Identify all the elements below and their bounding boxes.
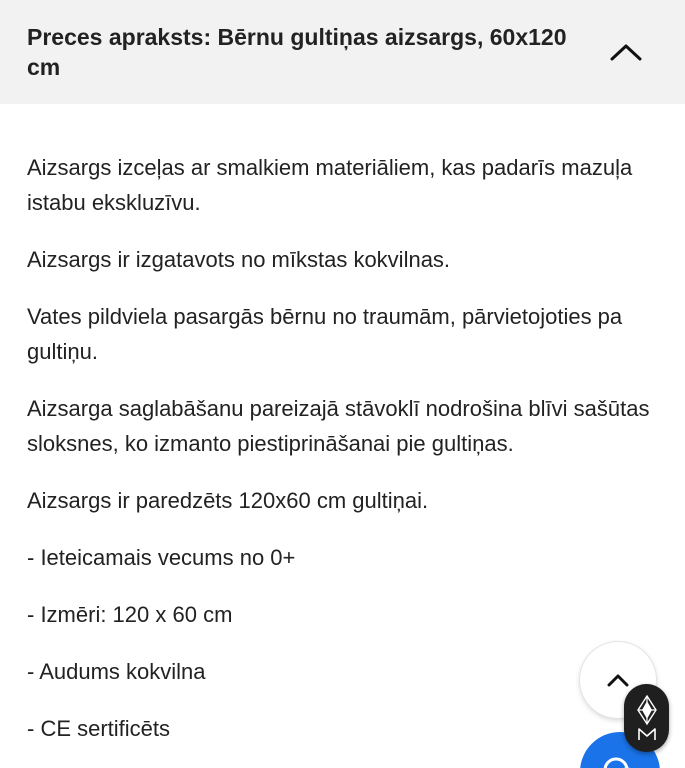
spec-item: - Audums kokvilna <box>27 659 206 684</box>
product-description <box>27 150 667 768</box>
spec-item: - Izmēri: 120 x 60 cm <box>27 602 233 627</box>
accordion-title: Preces apraksts: Bērnu gultiņas aizsargs, 60x120 cm <box>27 24 567 80</box>
description-paragraph: Aizsargs ir izgatavots no mīkstas kokvilnas. <box>27 247 451 272</box>
chat-icon <box>600 754 640 768</box>
description-paragraph: Aizsargs izceļas ar smalkiem materiāliem, kas padarīs mazuļa istabu ekskluzīvu. <box>27 155 633 215</box>
brand-logo-icon <box>632 693 662 743</box>
brand-badge[interactable] <box>624 684 669 752</box>
chevron-up-icon <box>609 42 643 62</box>
spec-item: - CE sertificēts <box>27 716 171 741</box>
chevron-up-icon <box>607 673 629 687</box>
description-paragraph: Aizsargs ir paredzēts 120x60 cm gultiņai. <box>27 488 429 513</box>
spec-item: - Ieteicamais vecums no 0+ <box>27 545 296 570</box>
description-accordion-header[interactable] <box>0 0 685 104</box>
description-paragraph: Vates pildviela pasargās bērnu no traumām, pārvietojoties pa gultiņu. <box>27 304 623 364</box>
description-paragraph: Aizsarga saglabāšanu pareizajā stāvoklī nodrošina blīvi sašūtas sloksnes, ko izmanto piestiprināšanai pie gultiņas. <box>27 396 650 456</box>
collapse-toggle-button[interactable] <box>604 36 648 68</box>
